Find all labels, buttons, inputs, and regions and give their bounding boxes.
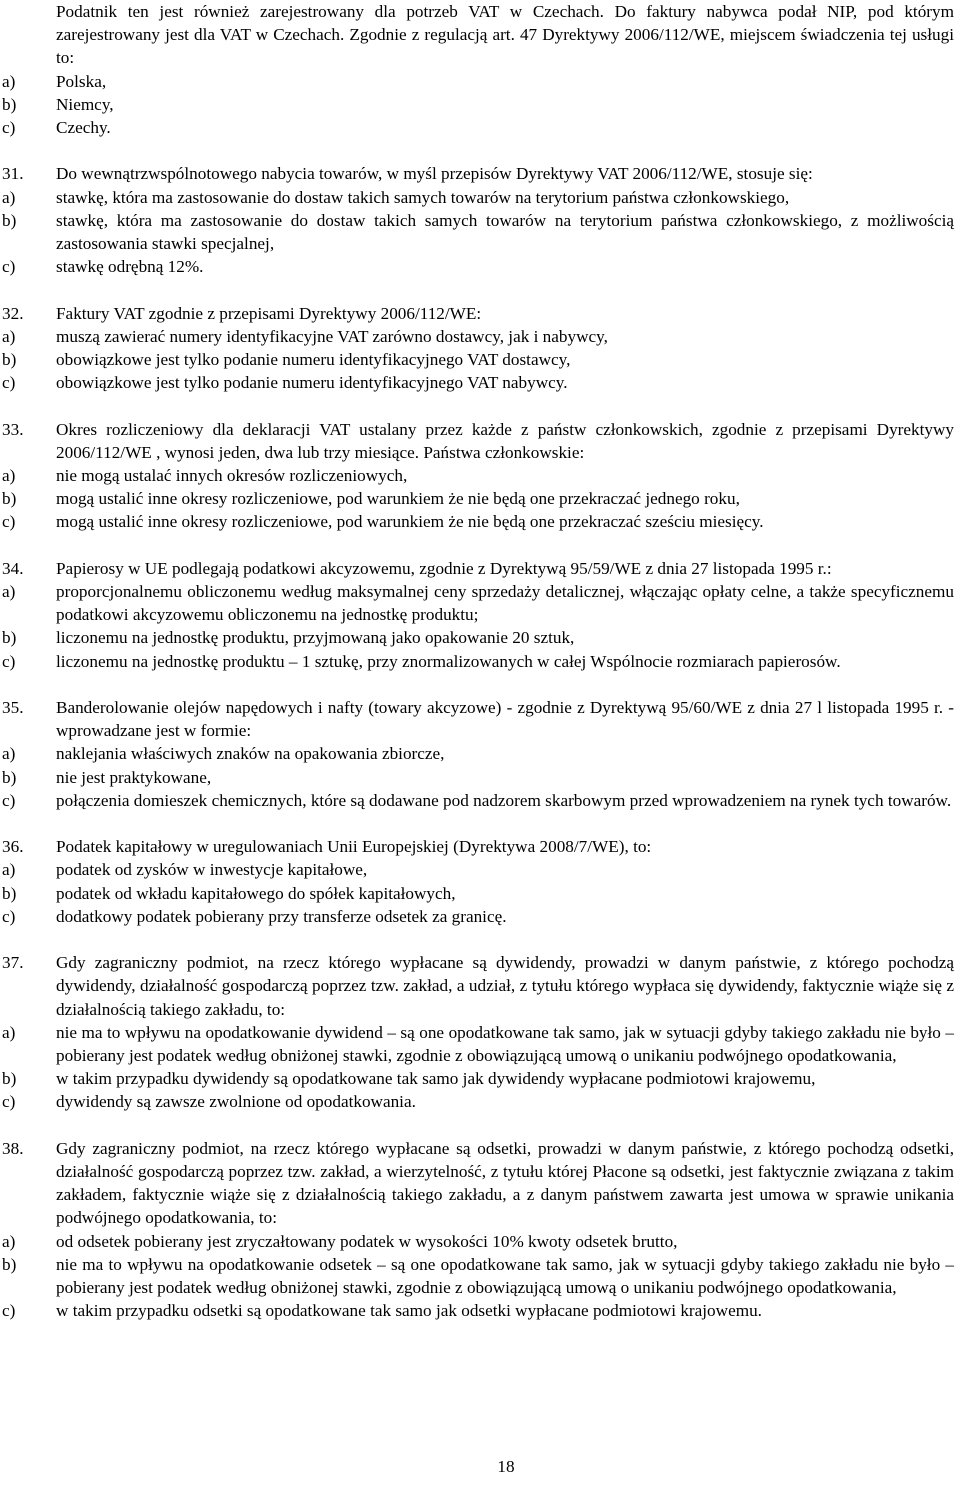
question-stem-line	[0, 557, 954, 580]
question-block	[0, 951, 954, 1113]
question-block	[0, 418, 954, 534]
answer-option	[0, 70, 954, 93]
option-letter: c)	[2, 118, 16, 138]
option-letter: a)	[2, 466, 16, 486]
answer-option	[0, 882, 954, 905]
option-letter: b)	[2, 489, 17, 509]
option-letter: a)	[2, 326, 16, 346]
answer-option	[0, 464, 954, 487]
option-text: podatek od zysków w inwestycje kapitałowe,	[56, 860, 368, 880]
answer-option	[0, 1230, 954, 1253]
question-stem-line	[0, 951, 954, 1021]
option-letter: a)	[2, 1231, 16, 1251]
answer-option	[0, 325, 954, 348]
option-text: nie jest praktykowane,	[56, 767, 212, 787]
answer-option	[0, 858, 954, 881]
option-letter: a)	[2, 71, 16, 91]
question-number: 34.	[2, 558, 24, 578]
option-letter: b)	[2, 94, 17, 114]
option-text: mogą ustalić inne okresy rozliczeniowe, pod warunkiem że nie będą one przekraczać jednego roku,	[56, 489, 740, 509]
option-text: połączenia domieszek chemicznych, które są dodawane pod nadzorem skarbowym przed wprowadzeniem na rynek tych towarów.	[56, 790, 952, 810]
answer-option	[0, 580, 954, 626]
option-text: nie ma to wpływu na opodatkowanie dywidend – są one opodatkowane tak samo, jak w sytuacji gdyby takiego zakładu nie było – pobierany jest podatek według obniżonej stawki, zgodnie z obowiązującą umową o unikaniu podwójnego opodatkowania,	[56, 1022, 954, 1066]
question-number: 37.	[2, 953, 24, 973]
option-letter: a)	[2, 860, 16, 880]
question-block	[0, 0, 954, 139]
option-text: stawkę, która ma zastosowanie do dostaw takich samych towarów na terytorium państwa członkowskiego,	[56, 187, 790, 207]
question-stem: Do wewnątrzwspólnotowego nabycia towarów, w myśl przepisów Dyrektywy VAT 2006/112/WE, stosuje się:	[56, 164, 813, 184]
option-text: naklejania właściwych znaków na opakowania zbiorcze,	[56, 744, 445, 764]
question-block	[0, 835, 954, 928]
answer-option	[0, 209, 954, 255]
answer-option	[0, 93, 954, 116]
answer-option	[0, 1067, 954, 1090]
question-stem: Faktury VAT zgodnie z przepisami Dyrektywy 2006/112/WE:	[56, 303, 482, 323]
answer-option	[0, 742, 954, 765]
option-letter: c)	[2, 1301, 16, 1321]
option-letter: c)	[2, 257, 16, 277]
option-text: liczonemu na jednostkę produktu, przyjmowaną jako opakowanie 20 sztuk,	[56, 628, 575, 648]
option-text: nie mogą ustalać innych okresów rozliczeniowych,	[56, 466, 408, 486]
question-stem: Gdy zagraniczny podmiot, na rzecz którego wypłacane są dywidendy, prowadzi w danym państwie, z którego pochodzą dywidendy, działalność gospodarczą poprzez tzw. zakład, a udział, z tytułu którego wypłaca się dywidendy, faktycznie wiąże się z działalnością takiego zakładu, to:	[56, 953, 954, 1019]
option-letter: c)	[2, 790, 16, 810]
answer-option	[0, 789, 954, 812]
answer-option	[0, 1253, 954, 1299]
answer-option	[0, 1090, 954, 1113]
option-letter: b)	[2, 883, 17, 903]
question-stem: Gdy zagraniczny podmiot, na rzecz którego wypłacane są odsetki, prowadzi w danym państwie, z którego pochodzą odsetki, działalność gospodarczą poprzez tzw. zakład, a wierzytelność, z tytułu której Płacone są odsetki, jest faktycznie związana z takim zakładem, faktycznie wiąże się z działalnością takiego zakładu, a z danym państwem zawarta jest umowa w sprawie unikania podwójnego opodatkowania, to:	[56, 1138, 954, 1228]
option-text: od odsetek pobierany jest zryczałtowany podatek w wysokości 10% kwoty odsetek brutto,	[56, 1231, 678, 1251]
answer-option	[0, 905, 954, 928]
question-stem-line	[0, 162, 954, 185]
answer-option	[0, 186, 954, 209]
question-stem: Podatek kapitałowy w uregulowaniach Unii Europejskiej (Dyrektywa 2008/7/WE), to:	[56, 837, 652, 857]
option-letter: b)	[2, 210, 17, 230]
question-number: 32.	[2, 303, 24, 323]
question-number: 31.	[2, 164, 24, 184]
question-number: 33.	[2, 419, 24, 439]
question-block	[0, 557, 954, 673]
question-stem: Okres rozliczeniowy dla deklaracji VAT ustalany przez każde z państw członkowskich, zgodnie z przepisami Dyrektywy 2006/112/WE , wynosi jeden, dwa lub trzy miesiące. Państwa członkowskie:	[56, 419, 954, 462]
option-text: obowiązkowe jest tylko podanie numeru identyfikacyjnego VAT dostawcy,	[56, 350, 571, 370]
question-stem-line	[0, 835, 954, 858]
option-letter: b)	[2, 1254, 17, 1274]
answer-option	[0, 650, 954, 673]
option-letter: a)	[2, 582, 16, 602]
question-block	[0, 1137, 954, 1323]
option-text: Polska,	[56, 71, 107, 91]
option-text: w takim przypadku odsetki są opodatkowane tak samo jak odsetki wypłacane podmiotowi krajowemu.	[56, 1301, 762, 1321]
option-text: stawkę odrębną 12%.	[56, 257, 204, 277]
option-text: liczonemu na jednostkę produktu – 1 sztukę, przy znormalizowanych w całej Wspólnocie rozmiarach papierosów.	[56, 651, 841, 671]
answer-option	[0, 1299, 954, 1322]
question-stem: Podatnik ten jest również zarejestrowany dla potrzeb VAT w Czechach. Do faktury nabywca podał NIP, pod którym zarejestrowany jest dla VAT w Czechach. Zgodnie z regulacją art. 47 Dyrektywy 2006/112/WE, miejscem świadczenia tej usługi to:	[56, 2, 954, 68]
question-block	[0, 696, 954, 812]
question-block	[0, 162, 954, 278]
answer-option	[0, 766, 954, 789]
answer-option	[0, 371, 954, 394]
option-letter: c)	[2, 512, 16, 532]
option-text: nie ma to wpływu na opodatkowanie odsetek – są one opodatkowane tak samo, jak w sytuacji gdyby takiego zakładu nie było – pobierany jest podatek według obniżonej stawki, zgodnie z obowiązującą umową o unikaniu podwójnego opodatkowania,	[56, 1254, 954, 1298]
option-letter: a)	[2, 744, 16, 764]
option-letter: c)	[2, 651, 16, 671]
option-text: w takim przypadku dywidendy są opodatkowane tak samo jak dywidendy wypłacane podmiotowi krajowemu,	[56, 1069, 816, 1089]
question-block	[0, 302, 954, 395]
question-stem-line	[0, 0, 954, 70]
option-text: mogą ustalić inne okresy rozliczeniowe, pod warunkiem że nie będą one przekraczać sześciu miesięcy.	[56, 512, 764, 532]
option-letter: c)	[2, 1092, 16, 1112]
option-text: obowiązkowe jest tylko podanie numeru identyfikacyjnego VAT nabywcy.	[56, 373, 568, 393]
option-letter: c)	[2, 373, 16, 393]
option-letter: b)	[2, 767, 17, 787]
answer-option	[0, 626, 954, 649]
option-text: dodatkowy podatek pobierany przy transferze odsetek za granicę.	[56, 906, 507, 926]
option-letter: b)	[2, 628, 17, 648]
question-number: 35.	[2, 698, 24, 718]
page-number: 18	[497, 1457, 515, 1476]
answer-option	[0, 487, 954, 510]
question-number: 36.	[2, 837, 24, 857]
answer-option	[0, 1021, 954, 1067]
answer-option	[0, 348, 954, 371]
question-stem: Papierosy w UE podlegają podatkowi akcyzowemu, zgodnie z Dyrektywą 95/59/WE z dnia 27 listopada 1995 r.:	[56, 558, 832, 578]
option-text: dywidendy są zawsze zwolnione od opodatkowania.	[56, 1092, 416, 1112]
option-text: Czechy.	[56, 118, 111, 138]
option-text: podatek od wkładu kapitałowego do spółek kapitałowych,	[56, 883, 456, 903]
option-letter: b)	[2, 350, 17, 370]
question-stem-line	[0, 418, 954, 464]
option-text: proporcjonalnemu obliczonemu według maksymalnej ceny sprzedaży detalicznej, włączając opłaty celne, a także specyficznemu podatkowi akcyzowemu obliczonemu na jednostkę produktu;	[56, 582, 954, 625]
option-letter: c)	[2, 906, 16, 926]
answer-option	[0, 255, 954, 278]
question-stem-line	[0, 302, 954, 325]
question-stem: Banderolowanie olejów napędowych i nafty (towary akcyzowe) - zgodnie z Dyrektywą 95/60/WE z dnia 27 l listopada 1995 r. - wprowadzane jest w formie:	[56, 698, 954, 741]
answer-option	[0, 510, 954, 533]
answer-option	[0, 116, 954, 139]
question-stem-line	[0, 1137, 954, 1230]
question-number: 38.	[2, 1138, 24, 1158]
option-letter: b)	[2, 1069, 17, 1089]
option-letter: a)	[2, 1022, 16, 1042]
question-stem-line	[0, 696, 954, 742]
option-letter: a)	[2, 187, 16, 207]
option-text: Niemcy,	[56, 94, 114, 114]
option-text: muszą zawierać numery identyfikacyjne VAT zarówno dostawcy, jak i nabywcy,	[56, 326, 608, 346]
option-text: stawkę, która ma zastosowanie do dostaw takich samych towarów na terytorium państwa członkowskiego, z możliwością zastosowania stawki specjalnej,	[56, 210, 954, 254]
